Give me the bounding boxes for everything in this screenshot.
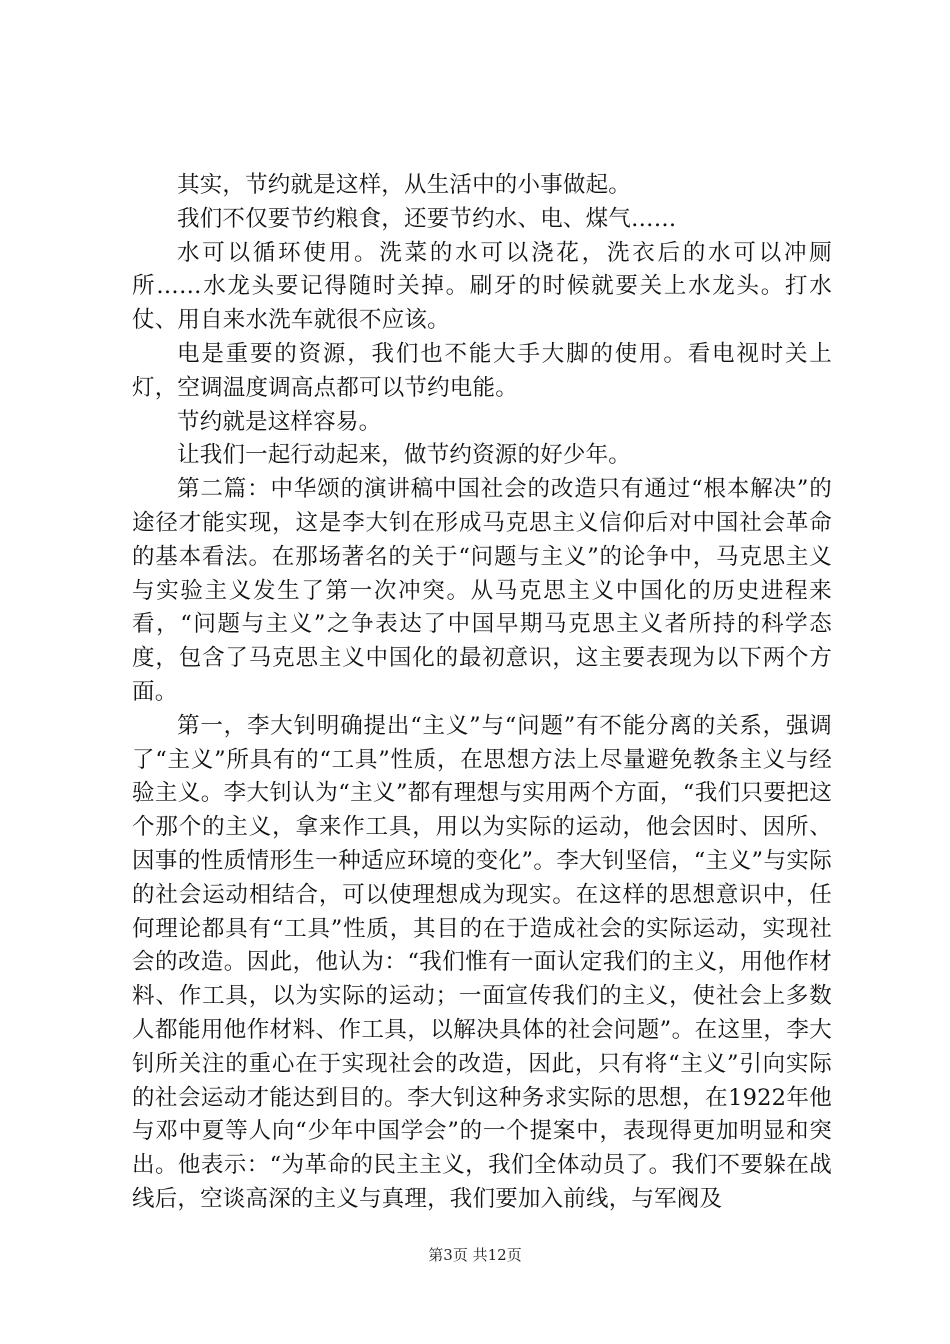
paragraph: 节约就是这样容易。 (177, 408, 382, 435)
paragraph: 电是重要的资源，我们也不能大手大脚的使用。看电视时关上灯，空调温度调高点都可以节约电能。 (132, 340, 832, 401)
page-footer: 第3页 共12页 (428, 1246, 522, 1264)
paragraph: 第一，李大钊明确提出“主义”与“问题”有不能分离的关系，强调了“主义”所具有的“工具”性质，在思想方法上尽量避免教条主义与经验主义。李大钊认为“主义”都有理想与实用两个方面，“我们只要把这个那个的主义，拿来作工具，用以为实际的运动，他会因时、因所、因事的性质情形生一种适应环境的变化”。李大钊坚信，“主义”与实际的社会运动相结合，可以使理想成为现实。在这样的思想意识中，任何理论都具有“工具”性质，其目的在于造成社会的实际运动，实现社会的改造。因此，他认为：“我们惟有一面认定我们的主义，用他作材料、作工具，以为实际的运动；一面宣传我们的主义，使社会上多数人都能用他作材料、作工具，以解决具体的社会问题”。在这里，李大钊所关注的重心在于实现社会的改造，因此，只有将“主义”引向实际的社会运动才能达到目的。李大钊这种务求实际的思想，在1922年他与邓中夏等人向“少年中国学会”的一个提案中，表现得更加明显和突出。他表示：“为革命的民主主义，我们全体动员了。我们不要躲在战线后，空谈高深的主义与真理，我们要加入前线，与军阀及 (132, 712, 832, 1212)
paragraph: 其实，节约就是这样，从生活中的小事做起。 (177, 172, 632, 198)
document-body (132, 169, 832, 1217)
paragraph: 让我们一起行动起来，做节约资源的好少年。 (177, 442, 632, 469)
paragraph: 水可以循环使用。洗菜的水可以浇花，洗衣后的水可以冲厕所……水龙头要记得随时关掉。刷牙的时候就要关上水龙头。打水仗、用自来水洗车就很不应该。 (132, 239, 832, 334)
paragraph: 第二篇：中华颂的演讲稿中国社会的改造只有通过“根本解决”的途径才能实现，这是李大钊在形成马克思主义信仰后对中国社会革命的基本看法。在那场著名的关于“问题与主义”的论争中，马克思主义与实验主义发生了第一次冲突。从马克思主义中国化的历史进程来看，“问题与主义”之争表达了中国早期马克思主义者所持的科学态度，包含了马克思主义中国化的最初意识，这主要表现为以下两个方面。 (132, 476, 832, 705)
paragraph: 我们不仅要节约粮食，还要节约水、电、煤气…… (177, 205, 677, 232)
